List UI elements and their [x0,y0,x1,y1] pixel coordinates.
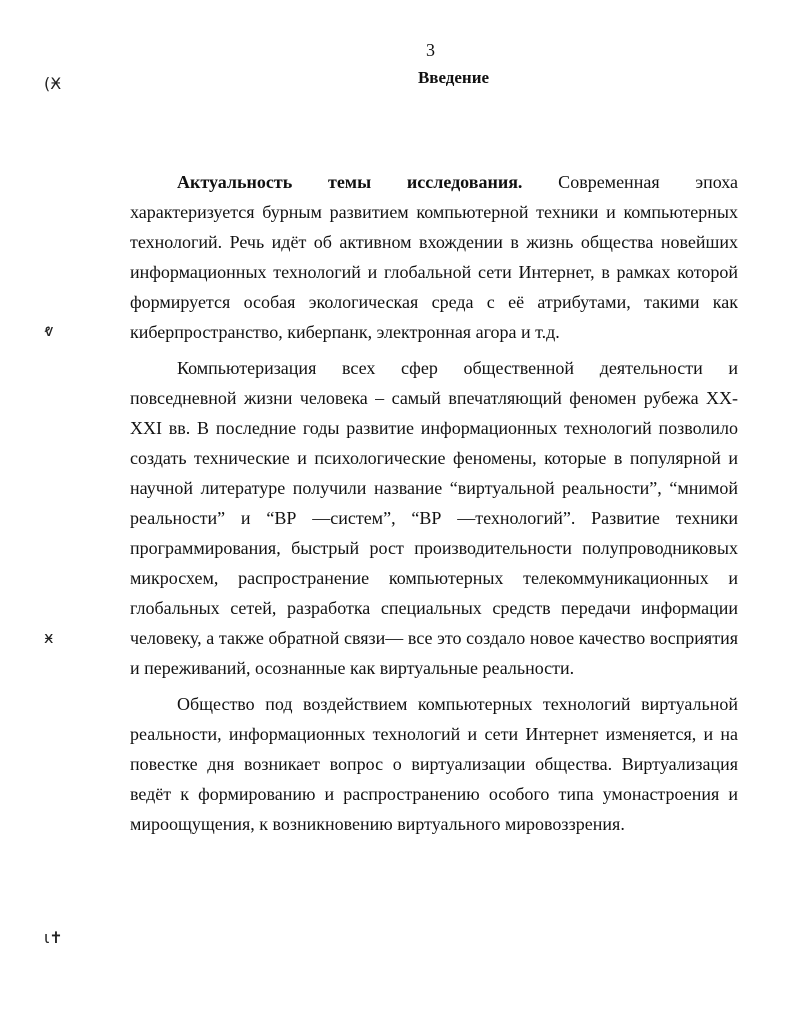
margin-mark: (Ӿ [44,74,62,93]
body-text [130,167,738,839]
paragraph-lead: Актуальность темы исследования. [177,172,523,192]
paragraph-text: Современная эпоха характеризуется бурным развитием компьютерной техники и компьютерных технологий. Речь идёт об активном вхождении в жизнь общества новейших информационных технологий и глобальной сети Интернет, в рамках которой формируется особая экологическая среда с её атрибутами, такими как киберпространство, киберпанк, электронная агора и т.д. [130,172,738,342]
paragraph-text: Компьютеризация всех сфер общественной деятельности и повседневной жизни человека – самый впечатляющий феномен рубежа XX-XXI вв. В последние годы развитие информационных технологий позволило создать технические и психологические феномены, которые в популярной и научной литературе получили название “виртуальной реальности”, “мнимой реальности” и “ВР —систем”, “ВР —технологий”. Развитие техники программирования, быстрый рост производительности полупроводниковых микросхем, распространение компьютерных телекоммуникационных и глобальных сетей, разработка специальных средств передачи информации человеку, а также обратной связи— все это создало новое качество восприятия и переживаний, осознанные как виртуальные реальности. [130,358,738,678]
section-heading: Введение [417,68,490,87]
margin-mark: ɩ✝ [44,928,63,947]
page-number: 3 [426,40,435,60]
margin-mark: ⱴ [44,321,54,340]
paragraph [130,689,738,839]
margin-mark: ӿ [44,628,54,647]
paragraph [130,353,738,683]
paragraph [130,167,738,347]
paragraph-text: Общество под воздействием компьютерных технологий виртуальной реальности, информационных технологий и сети Интернет изменяется, и на повестке дня возникает вопрос о виртуализации общества. Виртуализация ведёт к формированию и распространению особого типа умонастроения и мироощущения, к возникновению виртуального мировоззрения. [130,694,738,834]
